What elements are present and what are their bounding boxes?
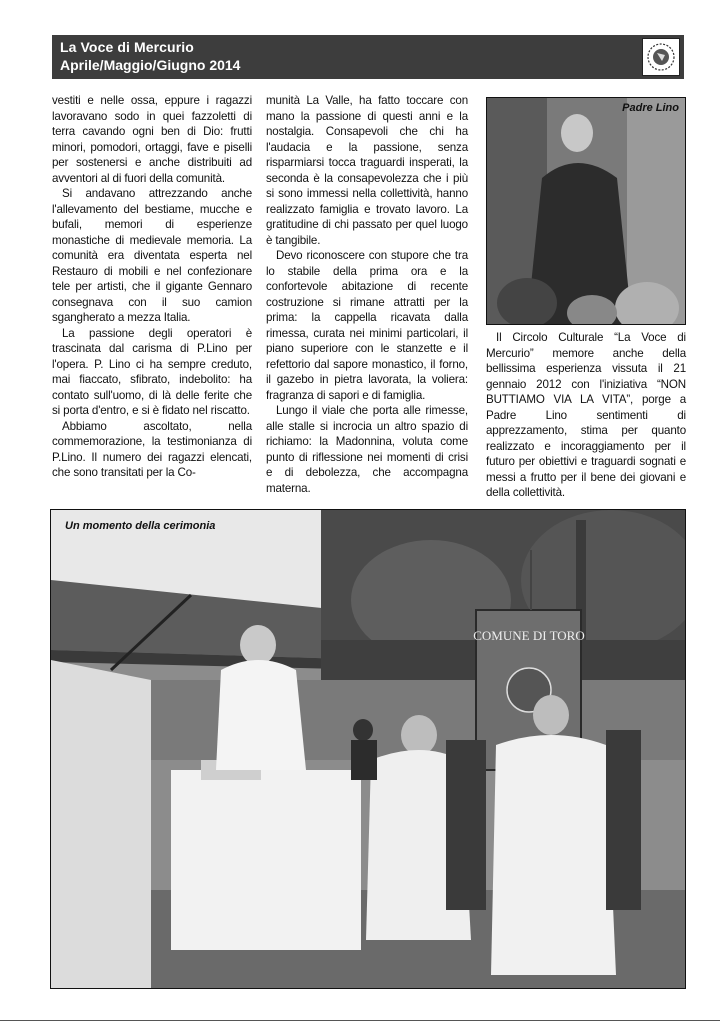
photo-ceremony	[50, 509, 686, 989]
paragraph: La passione degli operatori è trascinata dal carisma di P.Lino per l'opera. P. Lino ci ha sempre creduto, mai fiaccato, sfibrato, indebolito: ha contato sull'uomo, di là delle ferite che si porta d'entro, e si è fidato nel riscatto.	[52, 326, 252, 417]
photo-padre-lino-image	[487, 98, 685, 324]
photo-ceremony-image	[51, 510, 685, 988]
paragraph: Devo riconoscere con stupore che tra lo stabile della prima ora e la confortevole abitazione di recente costruzione si rimane attratti per la prima: la cappella ricavata dalla rimessa, curata nei minimi particolari, il piano superiore con le stanzette e il refettorio dal sapore monastico, il forno, il gazebo in pietra lavorata, la voliera: fragranza di sapori e di famiglia.	[266, 249, 468, 402]
magazine-logo	[642, 38, 680, 76]
photo-caption: Un momento della cerimonia	[65, 520, 216, 532]
issue-date: Aprile/Maggio/Giugno 2014	[60, 57, 241, 73]
article-column-1	[52, 93, 252, 481]
article-column-3	[486, 330, 686, 501]
photo-padre-lino	[486, 97, 686, 325]
page-header	[52, 35, 684, 79]
paragraph: Lungo il viale che porta alle rimesse, alle stalle si incrocia un altro spazio di richiamo: la Madonnina, voluta come punto di riflessione nei momenti di crisi e di debolezza, che accompagna materna.	[266, 404, 468, 495]
magazine-title: La Voce di Mercurio	[60, 39, 194, 55]
bottom-rule	[0, 1020, 720, 1021]
paragraph: Il Circolo Culturale “La Voce di Mercurio” memore anche della bellissima esperienza vissuta il 21 gennaio 2012 con l'iniziativa “NON BUTTIAMO VIA LA VITA”, porge a Padre Lino sentimenti di apprezzamento, stima per quanto realizzato e incoraggiamento per il futuro per obiettivi e traguardi sognati e messi a frutto per il bene dei giovani e della collettività.	[486, 331, 686, 499]
banner-text: COMUNE DI TORO	[473, 628, 585, 643]
paragraph: Abbiamo ascoltato, nella commemorazione, la testimonianza di P.Lino. Il numero dei ragazzi elencati, che sono transitati per la Co-	[52, 419, 252, 479]
article-column-2	[266, 93, 468, 496]
photo-caption: Padre Lino	[622, 102, 679, 114]
paragraph: Si andavano attrezzando anche l'allevamento del bestiame, mucche e bufali, memori di esperienze monastiche di medievale memoria. La comunità era diventata esperta nel Restauro di mobili e nel confezionare tele per artisti, che il gigante Gennaro consegnava con il suo camion sgangherato a mezza Italia.	[52, 187, 252, 324]
paragraph: vestiti e nelle ossa, eppure i ragazzi lavoravano sodo in quei fazzoletti di terra cavando ogni ben di Dio: frutti minori, pomodori, ortaggi, fave e piselli per sostenersi e anche distribuiti ad avventori al di fuori della comunità.	[52, 94, 252, 185]
paragraph: munità La Valle, ha fatto toccare con mano la passione di questi anni e la nostalgia. Consapevoli che chi ha l'audacia e la passione, senza risparmiarsi tocca traguardi insperati, la seconda è la consapevolezza che i più si sono immessi nella collettività, hanno realizzato famiglia e trovato lavoro. La gratitudine di chi passato per quel luogo è tangibile.	[266, 94, 468, 247]
